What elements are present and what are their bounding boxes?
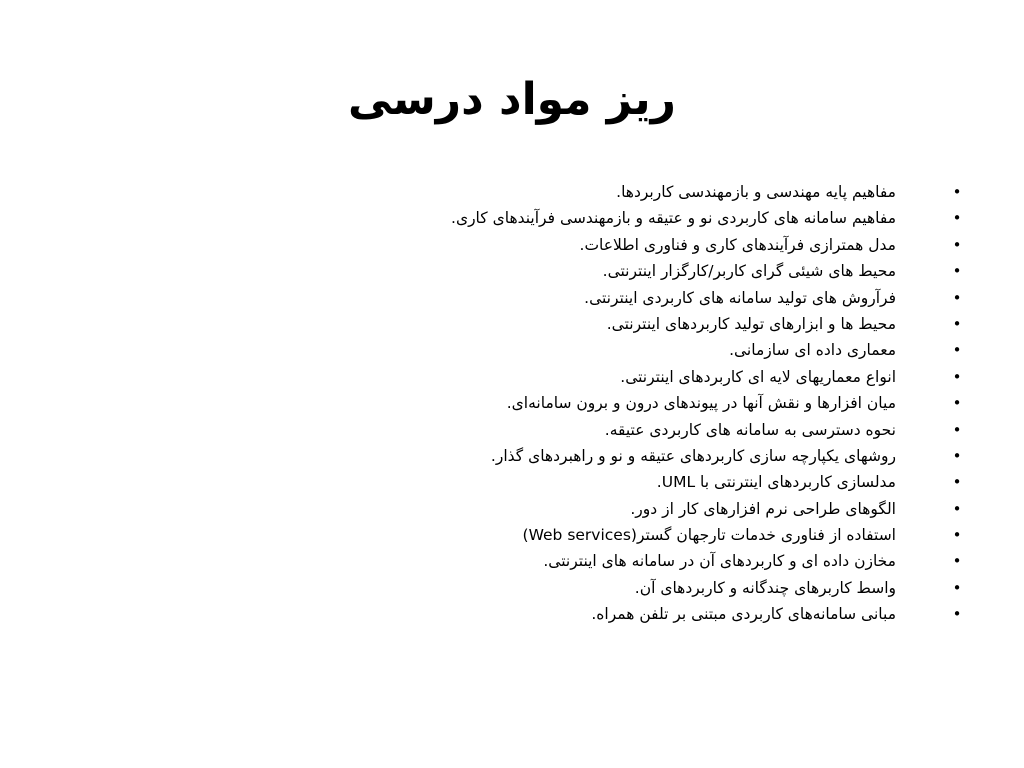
- list-item: [264, 337, 964, 363]
- list-item: [264, 390, 964, 416]
- list-item: [264, 285, 964, 311]
- list-item: [264, 179, 964, 205]
- list-item-text: مدل همترازی فرآیندهای کاری و فناوری اطلاعات.: [579, 235, 896, 254]
- list-item-text: استفاده از فناوری خدمات تارجهان گستر(Web services): [522, 526, 896, 545]
- list-item-text: میان افزارها و نقش آنها در پیوندهای درون و برون سامانه‌ای.: [506, 394, 896, 413]
- list-item-text: محیط ها و ابزارهای تولید کاربردهای اینترنتی.: [606, 314, 896, 333]
- list-item: [264, 258, 964, 284]
- bullet-icon: •: [952, 552, 962, 571]
- list-item-text: الگوهای طراحی نرم افزارهای کار از دور.: [630, 499, 896, 518]
- bullet-icon: •: [952, 605, 962, 624]
- list-item-text: واسط کاربرهای چندگانه و کاربردهای آن.: [634, 578, 896, 597]
- list-item: [264, 575, 964, 601]
- list-item-text: روشهای یکپارچه سازی کاربردهای عتیقه و نو و راهبردهای گذار.: [490, 446, 896, 465]
- bullet-icon: •: [952, 288, 962, 307]
- list-item: [264, 311, 964, 337]
- list-item: [264, 469, 964, 495]
- list-item: [264, 548, 964, 574]
- bullet-icon: •: [952, 578, 962, 597]
- list-item: [264, 601, 964, 627]
- list-item-text: مدلسازی کاربردهای اینترنتی با UML.: [656, 473, 896, 492]
- list-item-text: مبانی سامانه‌های کاربردی مبتنی بر تلفن همراه.: [591, 605, 896, 624]
- list-item-text: محیط های شیئی گرای کاربر/کارگزار اینترنتی.: [602, 262, 896, 281]
- bullet-icon: •: [952, 209, 962, 228]
- list-item-text: نحوه دسترسی به سامانه های کاربردی عتیقه.: [604, 420, 896, 439]
- list-item-text: مفاهیم پایه مهندسی و بازمهندسی کاربردها.: [616, 183, 896, 201]
- list-item-text: معماری داده ای سازمانی.: [729, 341, 896, 360]
- list-item: [264, 443, 964, 469]
- bullet-icon: •: [952, 367, 962, 386]
- list-item: [264, 522, 964, 548]
- bullet-icon: •: [952, 446, 962, 465]
- slide-title: ریز مواد درسی: [347, 74, 677, 125]
- bullet-list: [264, 179, 964, 628]
- list-item: [264, 232, 964, 258]
- list-item: [264, 364, 964, 390]
- bullet-icon: •: [952, 314, 962, 333]
- list-item: [264, 417, 964, 443]
- bullet-icon: •: [952, 499, 962, 518]
- bullet-icon: •: [952, 526, 962, 545]
- bullet-icon: •: [952, 262, 962, 281]
- bullet-icon: •: [952, 473, 962, 492]
- bullet-icon: •: [952, 183, 962, 201]
- list-item-text: مخازن داده ای و کاربردهای آن در سامانه های اینترنتی.: [543, 552, 896, 571]
- bullet-icon: •: [952, 235, 962, 254]
- list-item: [264, 205, 964, 231]
- list-item: [264, 496, 964, 522]
- list-item-text: مفاهیم سامانه های کاربردی نو و عتیقه و بازمهندسی فرآیندهای کاری.: [451, 209, 896, 228]
- list-item-text: انواع معماریهای لایه ای کاربردهای اینترنتی.: [620, 367, 896, 386]
- list-item-text: فرآروش های تولید سامانه های کاربردی اینترنتی.: [584, 288, 896, 307]
- bullet-icon: •: [952, 420, 962, 439]
- bullet-icon: •: [952, 341, 962, 360]
- bullet-icon: •: [952, 394, 962, 413]
